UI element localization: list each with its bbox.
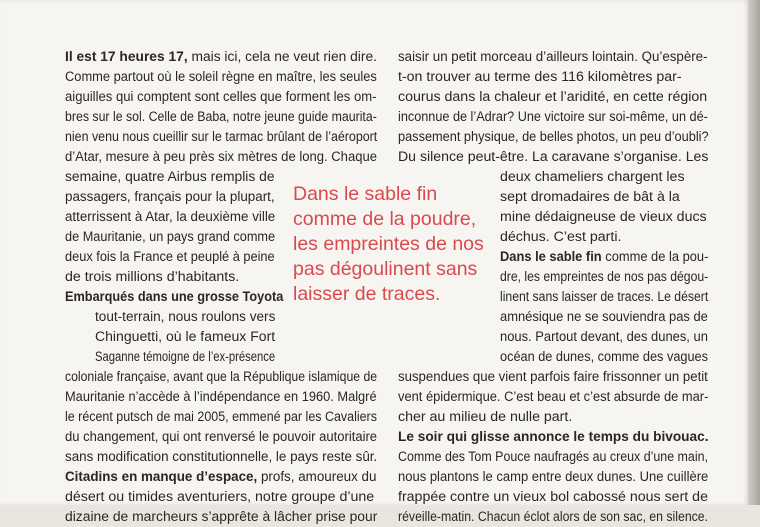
text-line (65, 427, 378, 447)
text-line (65, 147, 377, 167)
body-text: courus dans la chaleur et l’aridité, en cette région (398, 89, 708, 105)
text-line (65, 107, 377, 127)
text-line (65, 487, 377, 507)
text-line (398, 147, 709, 167)
body-text: le récent putsch de mai 2005, emmené par les Cavaliers (65, 409, 377, 425)
body-text: Mauritanie n’accède à l’indépendance en 1960. Malgré (65, 389, 377, 405)
body-text: nien venu nous cueillir sur le tarmac brûlant de l’aéroport (65, 129, 378, 145)
body-text: de Mauritanie, un pays grand comme (65, 229, 276, 245)
text-line (65, 507, 378, 527)
text-line (65, 187, 275, 207)
pull-quote-line: pas dégoulinent sans (293, 258, 478, 280)
body-text: t-on trouver au terme des 116 kilomètres par- (398, 69, 682, 85)
text-line (95, 347, 276, 367)
text-line (500, 307, 708, 327)
body-text: saisir un petit morceau d’ailleurs lointain. Qu’espère- (398, 49, 708, 65)
text-line (398, 67, 708, 87)
body-text: coloniale française, avant que la République islamique de (65, 369, 378, 385)
pull-quote-line: les empreintes de nos (293, 233, 484, 255)
text-line (500, 287, 709, 307)
body-text: passement physique, de belles photos, un peu d’oubli? (398, 129, 709, 145)
body-text: d’Atar, mesure à peu près six mètres de long. Chaque (65, 149, 377, 165)
body-text: sept dromadaires de bât à la (500, 189, 680, 205)
pull-quote-line: laisser de traces. (293, 283, 441, 305)
text-line (398, 367, 708, 387)
text-line (500, 247, 709, 267)
body-text: Comme partout où le soleil règne en maître, les seules (65, 69, 377, 85)
bold-lead-in: Embarqués dans une grosse Toyota (65, 289, 284, 305)
bold-lead-in: Le soir qui glisse annonce le temps du bivouac. (398, 429, 709, 445)
text-line (398, 447, 708, 467)
bold-lead-in: Citadins en manque d’espace, (65, 469, 258, 485)
body-text: semaine, quatre Airbus remplis de (65, 169, 275, 185)
text-line (65, 387, 377, 407)
text-line (398, 407, 708, 427)
text-line (65, 287, 284, 307)
text-line (500, 167, 708, 187)
body-text: aiguilles qui comptent sont celles que forment les om- (65, 89, 377, 105)
text-line (65, 247, 275, 267)
body-text: dre, les empreintes de nos pas dégou- (500, 269, 709, 285)
text-line (398, 387, 709, 407)
pull-quote-line: comme de la poudre, (293, 208, 477, 230)
body-text: vent épidermique. C’est beau et c’est absurde de mar- (398, 389, 709, 405)
text-line (500, 267, 709, 287)
pull-quote-line: Dans le sable fin (293, 183, 438, 205)
body-text: linent sans laisser de traces. Le désert (500, 289, 709, 305)
text-line (65, 127, 378, 147)
text-line (65, 207, 276, 227)
body-text: cher au milieu de nulle part. (398, 409, 573, 425)
text-line (65, 87, 377, 107)
body-text: tout-terrain, nous roulons vers (95, 309, 276, 325)
text-line (500, 227, 708, 247)
text-line (398, 107, 708, 127)
body-text: profs, amoureux du (257, 469, 377, 485)
text-line (65, 467, 377, 487)
pull-quote (293, 182, 484, 307)
body-text: désert ou timides aventuriers, notre groupe d’une (65, 489, 375, 505)
text-line (65, 367, 378, 387)
body-text: dizaine de marcheurs s’apprête à lâcher prise pour (65, 509, 378, 525)
text-line (500, 187, 708, 207)
text-line (95, 307, 276, 327)
text-line (65, 407, 377, 427)
page-edge (748, 0, 760, 505)
text-line (65, 47, 377, 67)
body-text: nous plantons le camp entre deux dunes. Une cuillère (398, 469, 709, 485)
body-text: de trois millions d’habitants. (65, 269, 240, 285)
body-text: comme de la pou- (601, 249, 709, 265)
text-line (65, 267, 275, 287)
text-line (500, 327, 708, 347)
text-line (398, 127, 709, 147)
body-text: océan de dunes, comme des vagues (500, 349, 709, 365)
body-text: bres sur le sol. Celle de Baba, notre jeune guide maurita- (65, 109, 377, 125)
text-line (398, 507, 709, 527)
body-text: du changement, qui ont renversé le pouvoir autoritaire (65, 429, 378, 445)
body-text: mais ici, cela ne veut rien dire. (187, 49, 377, 65)
body-text: nous. Partout devant, des dunes, un (500, 329, 708, 345)
body-text: deux chameliers chargent les (500, 169, 685, 185)
body-text: passagers, français pour la plupart, (65, 189, 275, 205)
body-text: Saganne témoigne de l’ex-présence (95, 349, 276, 365)
body-text: Du silence peut-être. La caravane s’organise. Les (398, 149, 709, 165)
text-line (65, 67, 377, 87)
bold-lead-in: Il est 17 heures 17, (65, 49, 188, 65)
text-line (65, 227, 276, 247)
bold-lead-in: Dans le sable fin (500, 249, 602, 265)
body-text: suspendues que vient parfois faire frissonner un petit (398, 369, 708, 385)
text-line (398, 487, 708, 507)
body-text: Comme des Tom Pouce naufragés au creux d’une main, (398, 449, 708, 465)
text-line (398, 467, 709, 487)
body-text: mine dédaigneuse de vieux ducs (500, 209, 707, 225)
text-line (500, 347, 709, 367)
body-text: déchus. C’est parti. (500, 229, 622, 245)
text-line (398, 47, 708, 67)
body-text: atterrissent à Atar, la deuxième ville (65, 209, 276, 225)
body-text: frappée contre un vieux bol cabossé nous sert de (398, 489, 708, 505)
body-text: Chinguetti, où le fameux Fort (95, 329, 276, 345)
text-line (398, 427, 709, 447)
body-text: réveille-matin. Chacun éclot alors de son sac, en silence. (398, 509, 709, 525)
text-line (65, 167, 275, 187)
text-line (398, 87, 708, 107)
body-text: inconnue de l’Adrar? Une victoire sur soi-même, un dé- (398, 109, 708, 125)
body-text: deux fois la France et peuplé à peine (65, 249, 275, 265)
text-line (65, 447, 378, 467)
text-line (500, 207, 708, 227)
text-line (95, 327, 276, 347)
body-text: sans modification constitutionnelle, le pays reste sûr. (65, 449, 378, 465)
body-text: amnésique ne se souviendra pas de (500, 309, 708, 325)
